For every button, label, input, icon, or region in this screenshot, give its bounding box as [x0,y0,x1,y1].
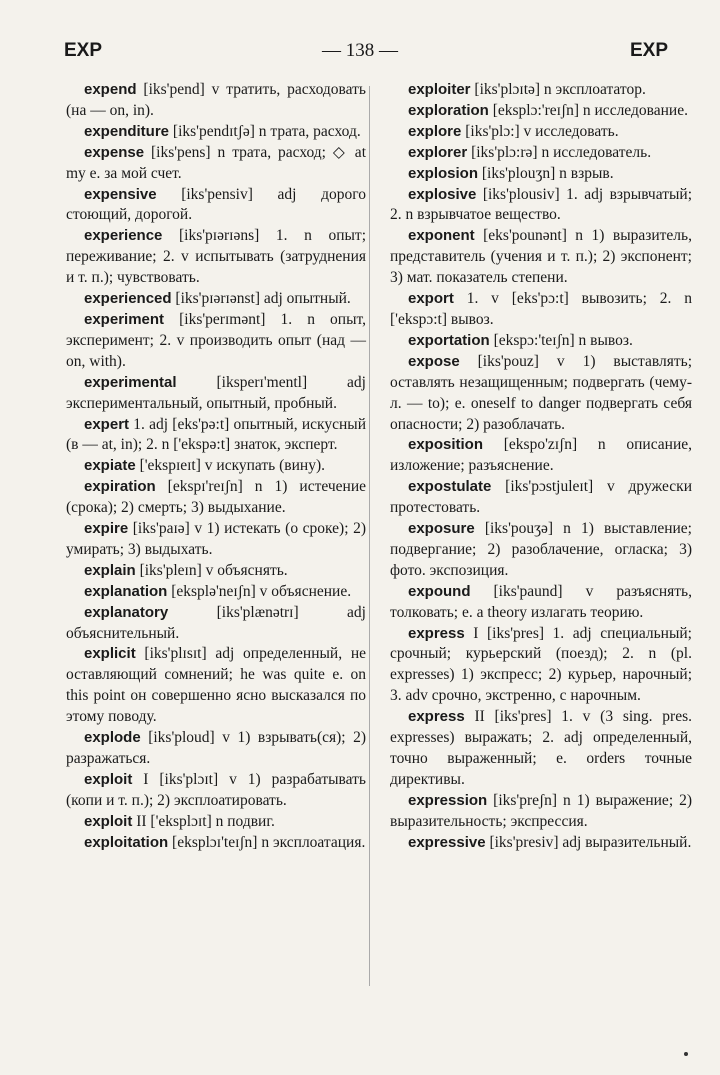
entry-definition: 1. adj [eks'pə:t] опытный, искусный (в — at, in); 2. n ['ekspə:t] знаток, эксперт. [66,415,366,454]
dictionary-entry [390,624,692,708]
dictionary-entry [390,707,692,791]
entry-definition: [iks'plɪsɪt] adj определенный, не оставляющий сомнений; he was quite e. on this point он совершенно ясно высказался по этому поводу. [66,645,366,726]
entry-definition: [iks'plousiv] 1. adj взрывчатый; 2. n взрывчатое вещество. [390,185,692,224]
dictionary-entry [66,80,366,122]
entry-headword: expend [84,81,137,98]
entry-headword: exploiter [408,81,471,98]
entry-definition: [iks'pouz] v 1) выставлять; оставлять незащищенным; подвергать (чему-л. — to); e. oneself to danger подвергать себя опасности; 2) разоблачать. [390,352,692,433]
entry-headword: expostulate [408,478,492,496]
entry-headword: experience [84,227,163,245]
dictionary-entry [390,80,692,101]
entry-definition: [iks'pɪərɪəns] 1. n опыт; переживание; 2. v испытывать (затруднения и т. п.); чувствовать. [66,227,366,287]
entry-definition: II ['eksplɔɪt] n подвиг. [132,812,275,830]
entry-headword: explorer [408,143,468,161]
entry-definition: [iks'preʃn] n 1) выражение; 2) выразительность; экспрессия. [390,791,692,830]
entry-headword: exposition [408,436,484,454]
dictionary-entry [66,833,366,854]
entry-definition: [iks'plænətrɪ] adj объяснительный. [66,603,366,642]
entry-definition: [iks'presiv] adj выразительный. [485,833,692,851]
entry-definition: [iks'ploud] v 1) взрывать(ся); 2) разражаться. [66,729,366,767]
dictionary-entry [66,561,366,582]
entry-definition: [ekspɪ'reɪʃn] n 1) истечение (срока); 2) смерть; 3) выдыхание. [66,478,366,517]
left-column [66,80,366,854]
entry-headword: export [408,290,454,308]
entry-headword: expose [408,352,460,370]
dictionary-entry [390,122,692,143]
dictionary-entry [390,791,692,833]
entry-definition: [ekspɔ:'teɪʃn] n вывоз. [489,331,633,349]
entry-headword: exposure [408,520,475,538]
dictionary-entry [390,435,692,477]
dictionary-entry [66,728,366,770]
dictionary-entry [66,185,366,227]
dictionary-entry [66,582,366,603]
dictionary-entry [390,331,692,352]
dictionary-entry [390,519,692,582]
entry-headword: experienced [84,290,172,308]
entry-definition: [iks'paɪə] v 1) истекать (о сроке); 2) умирать; 3) выдыхать. [66,520,366,558]
entry-headword: expound [408,582,471,600]
dictionary-entry [66,373,366,415]
entry-headword: express [408,708,465,726]
entry-headword: exploit [84,812,133,830]
dictionary-entry [66,812,366,833]
dictionary-entry [66,644,366,728]
dictionary-entry [66,289,366,310]
dictionary-entry [390,289,692,331]
dictionary-entry [390,352,692,436]
entry-headword: exponent [408,227,475,245]
entry-headword: explain [84,561,136,579]
dictionary-entry [66,477,366,519]
entry-definition: [ekspo'zɪʃn] n описание, изложение; разъяснение. [390,436,692,475]
entry-headword: expression [408,791,488,809]
entry-headword: exportation [408,331,490,349]
entry-definition: [iks'pend] v тратить, расходовать (на — on, in). [66,81,366,119]
entry-headword: expense [84,143,145,161]
dictionary-entry [390,582,692,624]
entry-definition: [iksperɪ'mentl] adj экспериментальный, опытный, пробный. [66,373,366,412]
entry-definition: [iks'pouʒə] n 1) выставление; подвергание; 2) разоблачение, огласка; 3) фото. экспозиция. [390,520,692,579]
dictionary-entry [390,143,692,164]
entry-headword: experiment [84,310,165,328]
dictionary-entry [390,477,692,519]
dictionary-entry [390,164,692,185]
dictionary-entry [390,101,692,122]
entry-definition: [eksplɔɪ'teɪʃn] n эксплоатация. [168,833,366,851]
entry-definition: [iks'pensiv] adj дорого стоющий, дорогой. [66,185,366,224]
entry-definition: [eksplə'neɪʃn] v объяснение. [167,582,352,600]
dictionary-entry [66,456,366,477]
entry-headword: experimental [84,373,177,391]
entry-definition: [iks'perɪmənt] 1. n опыт, эксперимент; 2. v производить опыт (над — on, with). [66,310,366,370]
entry-definition: [iks'pens] n трата, расход; ◇ at my e. за мой счет. [66,143,366,182]
entry-definition: [eksplɔ:'reɪʃn] n исследование. [488,101,688,119]
dictionary-entry [390,226,692,289]
entry-headword: exploit [84,770,133,788]
entry-headword: expire [84,520,129,538]
entry-headword: exploitation [84,833,169,851]
dictionary-entry [66,310,366,373]
entry-definition: [iks'pɪərɪənst] adj опытный. [171,290,351,308]
entry-headword: expert [84,415,130,433]
entry-headword: expensive [84,185,157,203]
entry-headword: explosive [408,185,477,203]
entry-headword: expiate [84,457,136,475]
entry-definition: [iks'pendɪtʃə] n трата, расход. [169,122,361,140]
entry-headword: explanatory [84,603,169,621]
header-left-guideword: EXP [64,40,103,61]
dictionary-entry [66,603,366,645]
print-speck [684,1052,688,1056]
page-header [0,40,720,70]
entry-definition: [iks'plɔ:] v исследовать. [461,122,619,140]
entry-headword: explanation [84,582,168,600]
entry-headword: explore [408,122,462,140]
dictionary-entry [66,226,366,289]
entry-headword: exploration [408,101,489,119]
entry-definition: I [iks'pres] 1. adj специальный; срочный; курьерский (поезд); 2. n (pl. expresses) 1) экспресс; 2) курьер, нарочный; 3. adv срочно, экстренно, с нарочным. [390,624,692,705]
entry-definition: II [iks'pres] 1. v (3 sing. pres. expresses) выражать; 2. adj определенный, точно выраженный; e. orders точные директивы. [390,708,692,788]
entry-headword: expiration [84,478,156,496]
entry-definition: [iks'plɔ:rə] n исследователь. [467,143,652,161]
entry-headword: explicit [84,645,136,663]
entry-headword: express [408,624,465,642]
right-column [390,80,692,854]
dictionary-entry [66,415,366,457]
entry-definition: [iks'plɔɪtə] n эксплоататор. [470,81,646,98]
entry-definition: ['ekspɪeɪt] v искупать (вину). [135,457,325,475]
entry-headword: explosion [408,164,479,182]
column-divider [369,86,370,986]
entry-definition: [iks'paund] v разъяснять, толковать; e. a theory излагать теорию. [390,582,692,621]
dictionary-entry [66,770,366,812]
entry-definition: [iks'pɔstjuleɪt] v дружески протестовать. [390,478,692,517]
entry-headword: expressive [408,833,486,851]
entry-definition: [iks'plouʒn] n взрыв. [478,164,614,182]
entry-definition: [iks'pleɪn] v объяснять. [135,561,288,579]
dictionary-entry [66,122,366,143]
page-number: — 138 — [322,40,398,61]
entry-definition: [eks'pounənt] n 1) выразитель, представитель (учения и т. п.); 2) экспонент; 3) мат. показатель степени. [390,227,692,287]
entry-headword: expenditure [84,122,170,140]
dictionary-entry [390,185,692,227]
entry-definition: 1. v [eks'pɔ:t] вывозить; 2. n ['ekspɔ:t] вывоз. [390,290,692,328]
header-right-guideword: EXP [629,40,668,61]
dictionary-entry [66,519,366,561]
dictionary-entry [390,833,692,854]
entry-definition: I [iks'plɔɪt] v 1) разрабатывать (копи и т. п.); 2) эксплоатировать. [66,770,366,809]
entry-headword: explode [84,729,141,747]
dictionary-entry [66,143,366,185]
